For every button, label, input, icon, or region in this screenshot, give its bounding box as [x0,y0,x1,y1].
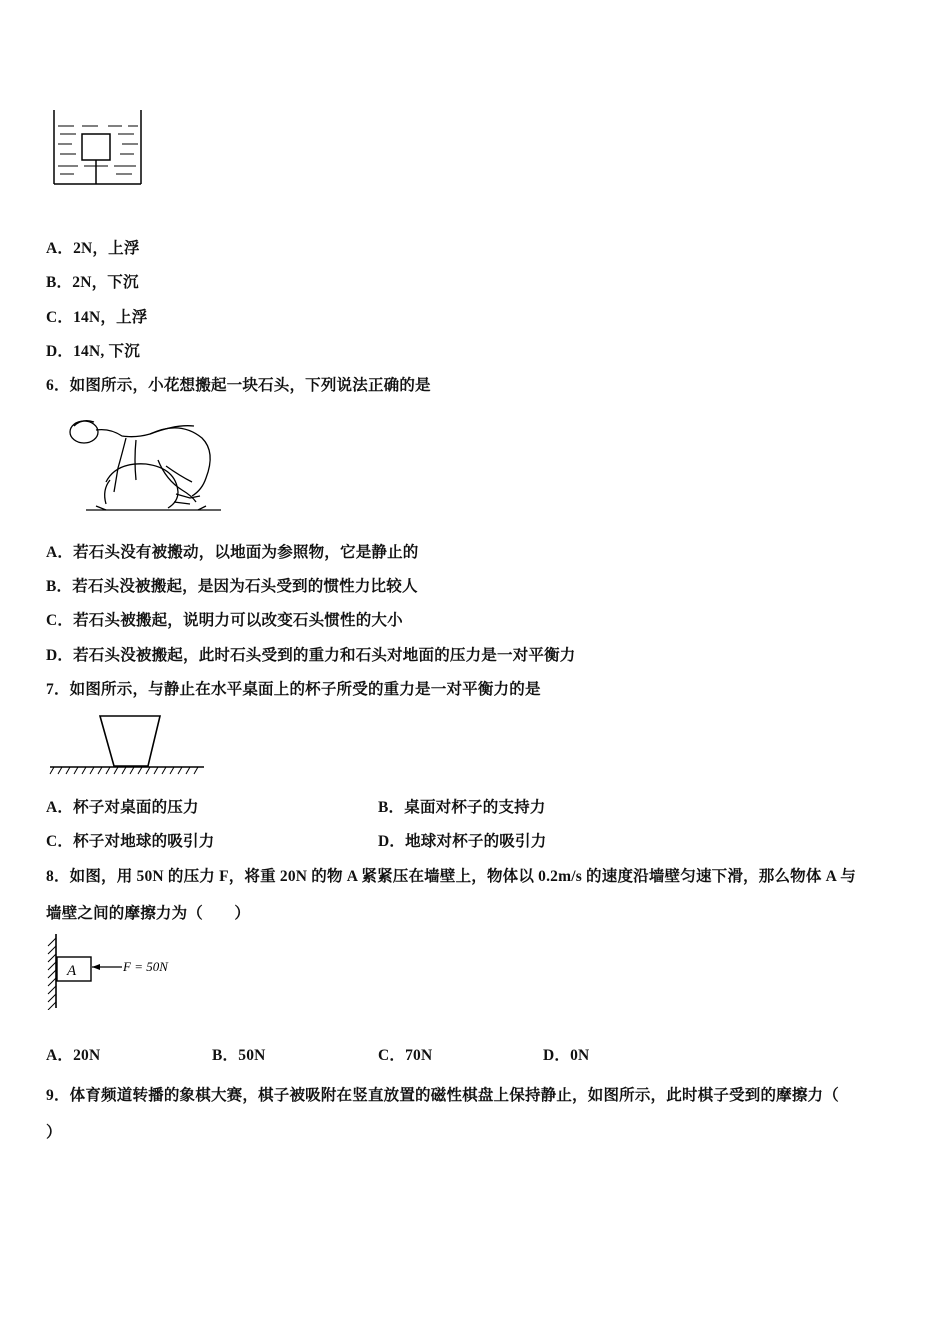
q5-option-c: C．14N，上浮 [46,309,148,326]
q7-option-d: D．地球对杯子的吸引力 [378,833,547,850]
q6-option-b: B．若石头没被搬起，是因为石头受到的惯性力比较人 [46,578,418,595]
q5-option-b: B．2N，下沉 [46,274,139,291]
cup-on-table-figure [48,712,208,778]
q6-option-a: A．若石头没有被搬动，以地面为参照物，它是静止的 [46,544,419,561]
block-against-wall-figure [44,932,194,1010]
water-container-figure [50,108,146,188]
q8-stem-line1: 8．如图，用 50N 的压力 F，将重 20N 的物 A 紧紧压在墙壁上，物体以 0.2m/s 的速度沿墙壁匀速下滑，那么物体 A 与 [46,868,856,885]
force-label: F = 50N [123,959,168,974]
q7-option-b: B．桌面对杯子的支持力 [378,799,546,816]
q8-stem-line2: 墙壁之间的摩擦力为（ ） [46,905,251,922]
q8-option-d: D．0N [543,1047,590,1064]
q7-stem: 7．如图所示，与静止在水平桌面上的杯子所受的重力是一对平衡力的是 [46,681,541,698]
q8-option-b: B．50N [212,1047,266,1064]
q5-option-d: D．14N, 下沉 [46,343,140,360]
q7-option-a: A．杯子对桌面的压力 [46,799,199,816]
q6-option-c: C．若石头被搬起，说明力可以改变石头惯性的大小 [46,612,403,629]
q9-stem-line2: ） [46,1124,62,1141]
q9-stem-line1: 9．体育频道转播的象棋大赛，棋子被吸附在竖直放置的磁性棋盘上保持静止，如图所示，此时棋子受到的摩擦力（ [46,1087,839,1104]
girl-lifting-stone-figure [66,410,226,516]
q8-option-c: C．70N [378,1047,433,1064]
block-a-label: A [67,963,77,979]
q6-option-d: D．若石头没被搬起，此时石头受到的重力和石头对地面的压力是一对平衡力 [46,647,576,664]
q8-option-a: A．20N [46,1047,101,1064]
q5-option-a: A．2N，上浮 [46,240,140,257]
q7-option-c: C．杯子对地球的吸引力 [46,833,215,850]
q6-stem: 6．如图所示，小花想搬起一块石头，下列说法正确的是 [46,377,431,394]
